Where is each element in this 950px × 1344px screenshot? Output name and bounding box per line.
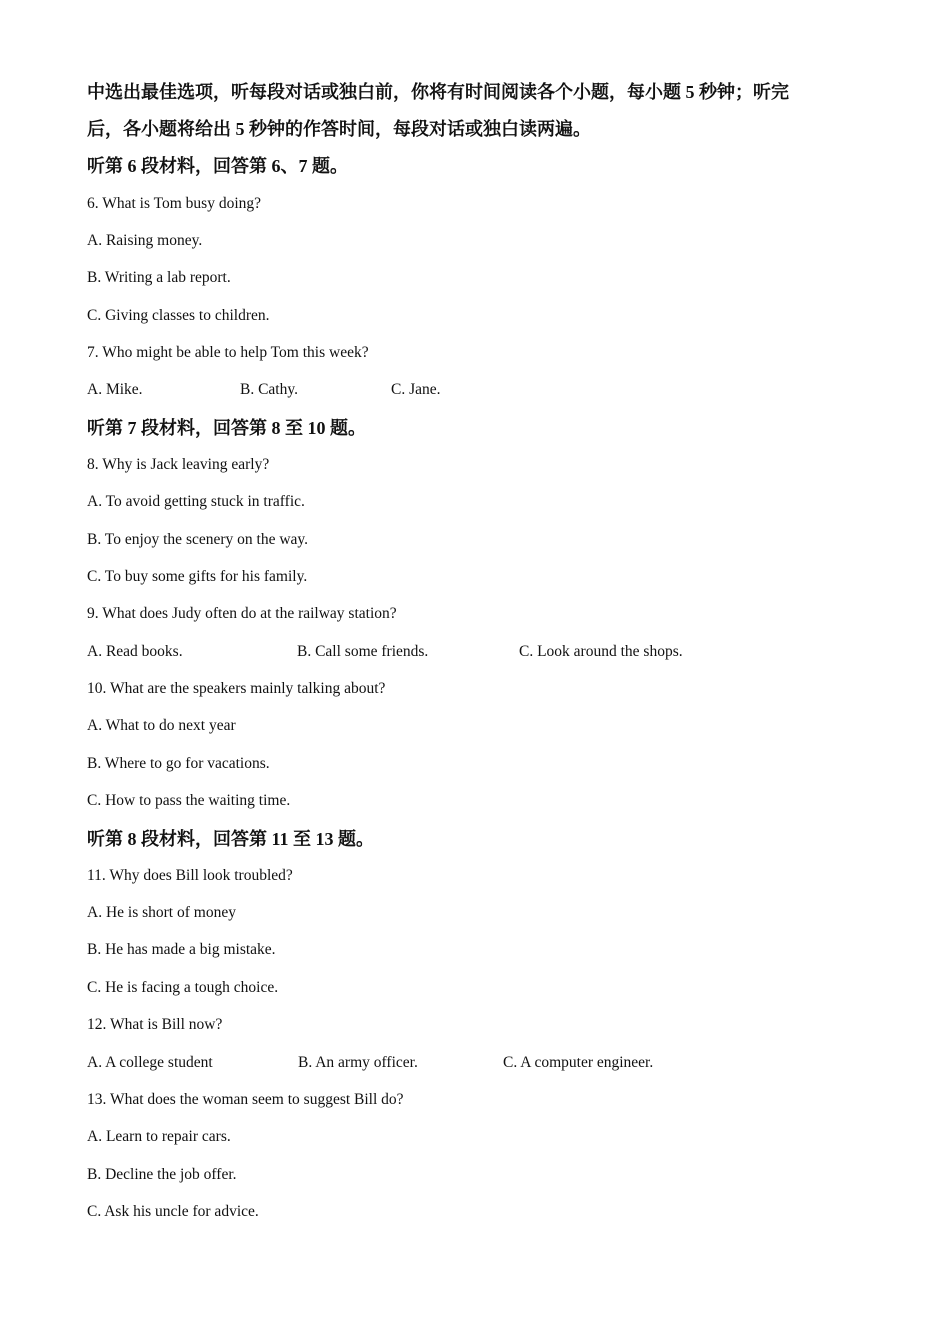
option-c: C. Ask his uncle for advice. (87, 1203, 259, 1220)
option-b: B. Writing a lab report. (87, 269, 231, 286)
option-a: A. What to do next year (87, 717, 236, 734)
option-b: B. Cathy. (240, 381, 298, 398)
option-a: A. To avoid getting stuck in traffic. (87, 493, 305, 510)
option-c: C. Look around the shops. (519, 643, 683, 660)
option-c: C. Giving classes to children. (87, 307, 270, 324)
option-b: B. Where to go for vacations. (87, 755, 270, 772)
option-c: C. To buy some gifts for his family. (87, 568, 308, 585)
question-stem: 8. Why is Jack leaving early? (87, 456, 270, 473)
option-c: C. Jane. (391, 381, 441, 398)
section-heading: 听第 6 段材料，回答第 6、7 题。 (87, 156, 348, 176)
option-a: A. Mike. (87, 381, 143, 398)
question-stem: 7. Who might be able to help Tom this week? (87, 344, 369, 361)
option-a: A. Learn to repair cars. (87, 1128, 231, 1145)
option-c: C. A computer engineer. (503, 1054, 654, 1071)
instructions-line-1: 中选出最佳选项，听每段对话或独白前，你将有时间阅读各个小题，每小题 5 秒钟；听完 (87, 82, 789, 102)
option-b: B. He has made a big mistake. (87, 941, 276, 958)
question-stem: 11. Why does Bill look troubled? (87, 867, 293, 884)
option-c: C. How to pass the waiting time. (87, 792, 291, 809)
option-a: A. Read books. (87, 643, 183, 660)
option-b: B. Decline the job offer. (87, 1166, 237, 1183)
question-stem: 9. What does Judy often do at the railway station? (87, 605, 397, 622)
section-heading: 听第 8 段材料，回答第 11 至 13 题。 (87, 829, 375, 849)
option-b: B. To enjoy the scenery on the way. (87, 531, 309, 548)
option-b: B. Call some friends. (297, 643, 429, 660)
option-c: C. He is facing a tough choice. (87, 979, 279, 996)
question-stem: 10. What are the speakers mainly talking about? (87, 680, 386, 697)
section-heading: 听第 7 段材料，回答第 8 至 10 题。 (87, 418, 366, 438)
option-a: A. Raising money. (87, 232, 203, 249)
instructions-line-2: 后，各小题将给出 5 秒钟的作答时间，每段对话或独白读两遍。 (87, 119, 591, 139)
question-stem: 12. What is Bill now? (87, 1016, 223, 1033)
option-b: B. An army officer. (298, 1054, 418, 1071)
option-a: A. He is short of money (87, 904, 236, 921)
question-stem: 6. What is Tom busy doing? (87, 195, 262, 212)
question-stem: 13. What does the woman seem to suggest Bill do? (87, 1091, 404, 1108)
option-a: A. A college student (87, 1054, 213, 1071)
